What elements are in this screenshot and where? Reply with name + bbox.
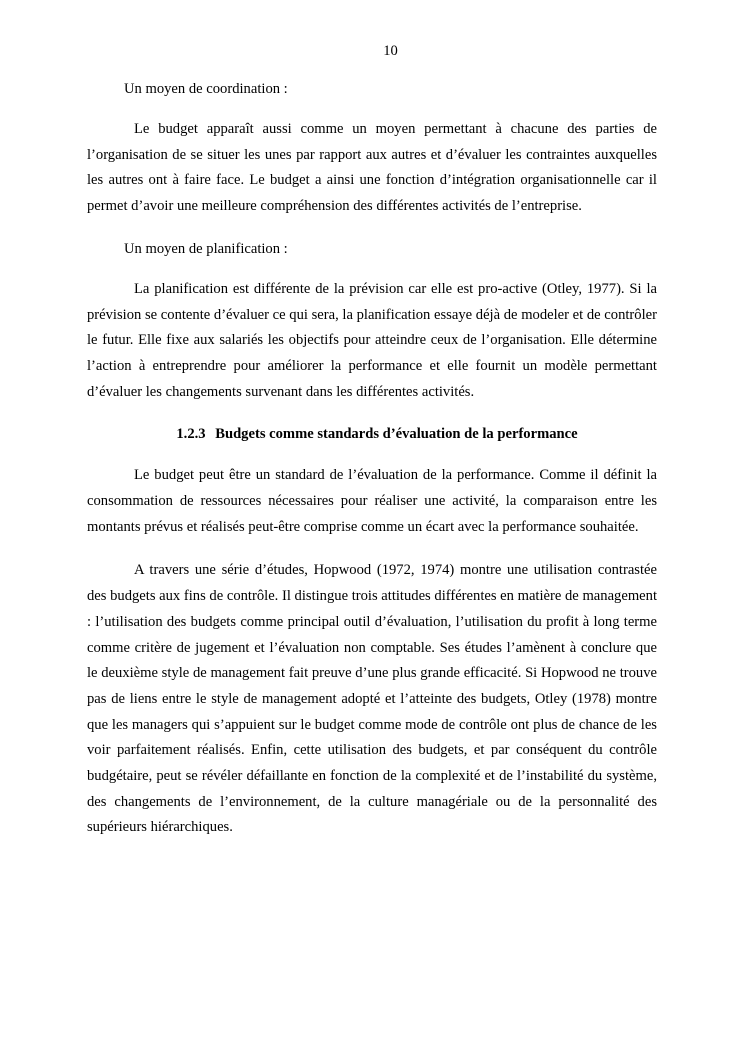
coordination-label: Un moyen de coordination :: [124, 81, 288, 97]
body-paragraph: Le budget peut être un standard de l’évaluation de la performance. Comme il définit la consommation de ressources nécessaires pour réaliser une activité, la comparaison entre les montants prévus et réalisés peut-être comprise comme un écart avec la performance souhaitée.: [87, 467, 657, 535]
spacer: [87, 220, 657, 238]
spacer: [87, 405, 657, 423]
section-number: 1.2.3: [176, 426, 206, 443]
page-content: [87, 78, 657, 841]
spacer: [87, 540, 657, 558]
spacer: [87, 445, 657, 463]
body-paragraph: A travers une série d’études, Hopwood (1972, 1974) montre une utilisation contrastée des budgets aux fins de contrôle. Il distingue trois attitudes différentes en matière de management : l’utilisation des budgets comme principal outil d’évaluation, l’utilisation du profit à long terme comme critère de jugement et l’évaluation non comptable. Ses études l’amènent à conclure que le deuxième style de management fait preuve d’une plus grande efficacité. Si Hopwood ne trouve pas de liens entre le style de management adopté et l’atteinte des budgets, Otley (1978) montre que les managers qui s’appuient sur le budget comme mode de contrôle ont plus de chance de les voir parfaitement réalisés. Enfin, cette utilisation des budgets, et par conséquent du contrôle budgétaire, peut se révéler défaillante en fonction de la complexité et de l’instabilité du système, des changements de l’environnement, de la culture managériale ou de la personnalité des supérieurs hiérarchiques.: [87, 562, 657, 836]
planification-paragraph: La planification est différente de la prévision car elle est pro-active (Otley, 1977). Si la prévision se contente d’évaluer ce qui sera, la planification essaye déjà de modeler et de contrôler le futur. Elle fixe aux salariés les objectifs pour atteindre ceux de l’organisation. Elle détermine l’action à entreprendre pour améliorer la performance et elle fournit un modèle permettant d’évaluer les changements survenant dans les différentes activités.: [87, 280, 657, 400]
section-heading: [87, 423, 657, 445]
section-title: Budgets comme standards d’évaluation de la performance: [215, 426, 578, 443]
planification-label: Un moyen de planification :: [124, 240, 288, 257]
coordination-paragraph: Le budget apparaît aussi comme un moyen permettant à chacune des parties de l’organisation de se situer les unes par rapport aux autres et d’évaluer les contraintes auxquelles les autres ont à faire face. Le budget a ainsi une fonction d’intégration organisationnelle car il permet d’avoir une meilleure compréhension des différentes activités de l’entreprise.: [87, 121, 657, 215]
spacer: [87, 260, 657, 277]
page-number: 10: [383, 43, 398, 59]
spacer: [87, 100, 657, 117]
